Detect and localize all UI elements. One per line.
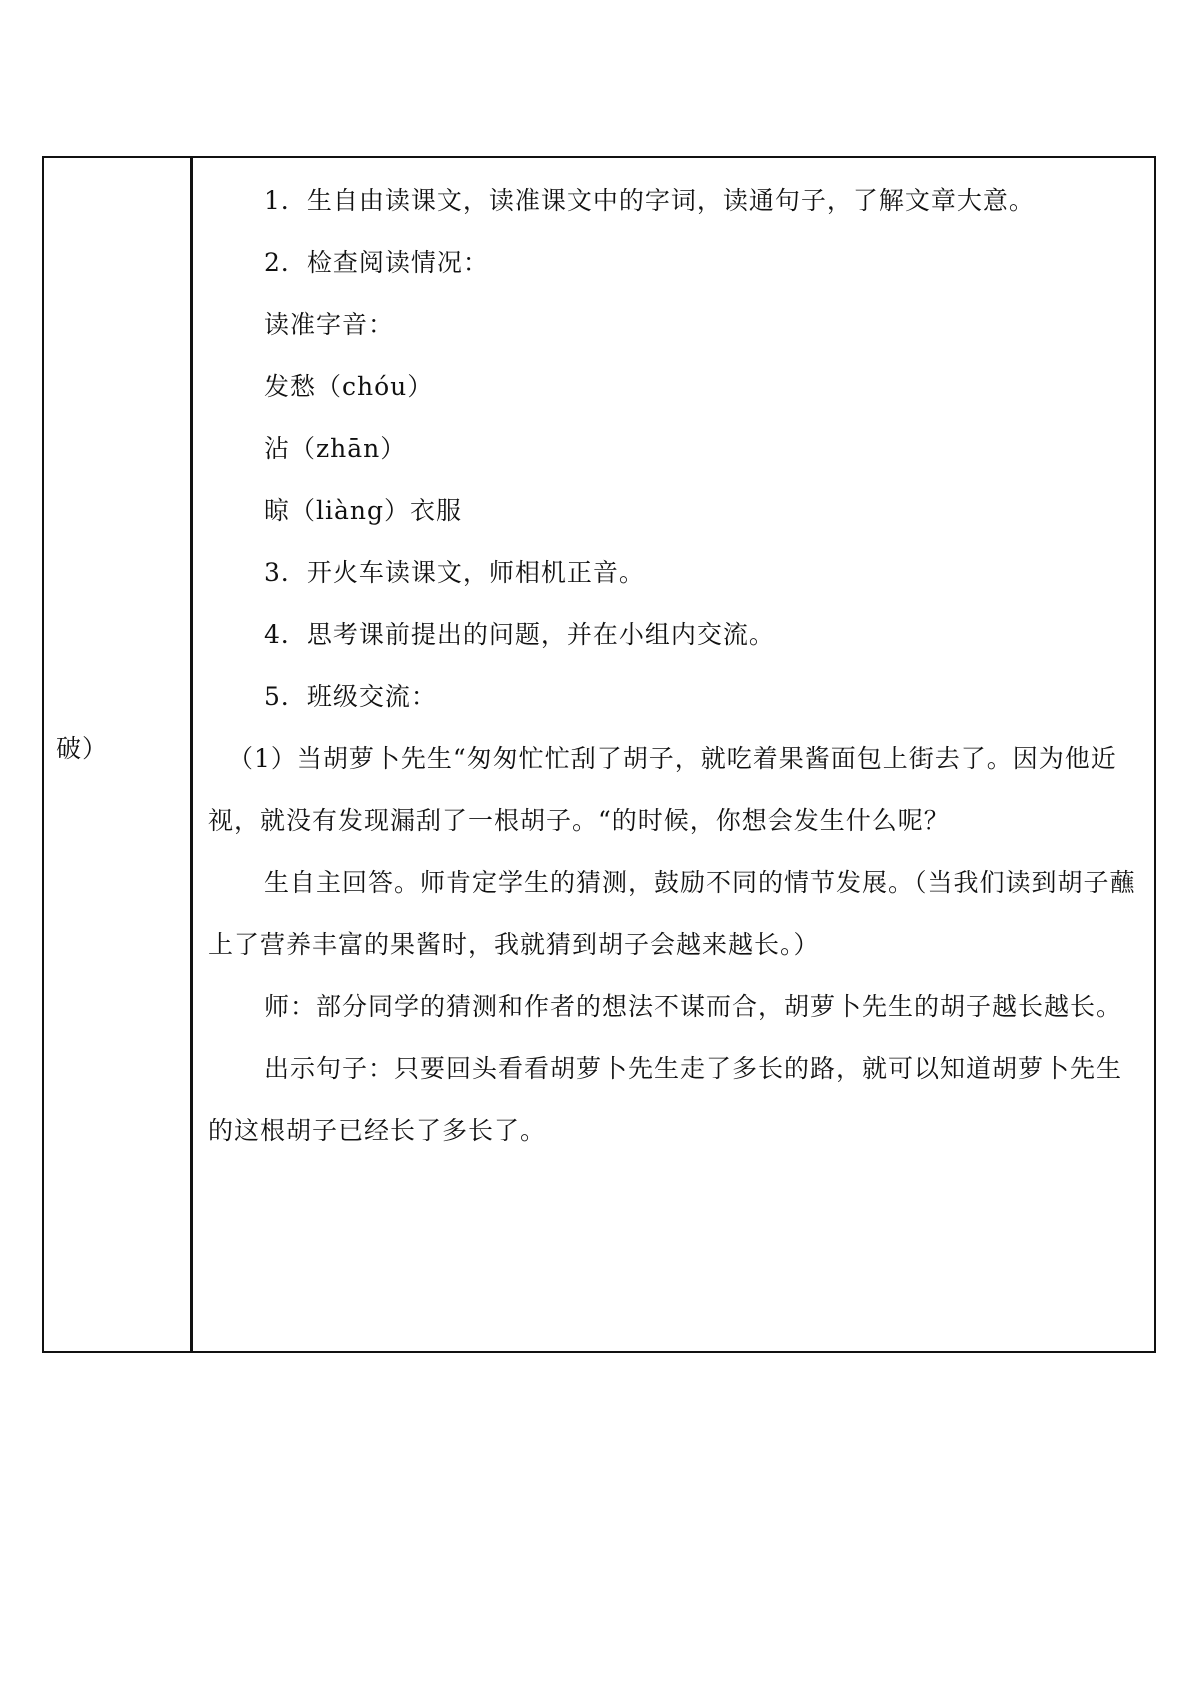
student-answer-paragraph: 生自主回答。师肯定学生的猜测，鼓励不同的情节发展。（当我们读到胡子蘸上了营养丰富的果酱时，我就猜到胡子会越来越长。） <box>208 868 1136 959</box>
table-left-cell <box>44 158 193 1351</box>
example-sentence-paragraph: 出示句子：只要回头看看胡萝卜先生走了多长的路，就可以知道胡萝卜先生的这根胡子已经长了多长了。 <box>208 1054 1123 1145</box>
step-3-text: 3．开火车读课文，师相机正音。 <box>264 558 645 587</box>
discussion-question: （1）当胡萝卜先生“匆匆忙忙刮了胡子，就吃着果酱面包上街去了。因为他近视，就没有发现漏刮了一根胡子。“的时候，你想会发生什么呢？ <box>208 744 1117 835</box>
pronunciation-heading: 读准字音： <box>264 310 395 339</box>
teacher-remark-paragraph: 师：部分同学的猜测和作者的想法不谋而合，胡萝卜先生的胡子越长越长。 <box>264 992 1123 1021</box>
step-1-text: 1．生自由读课文，读准课文中的字词，读通句子，了解文章大意。 <box>264 186 1035 215</box>
lesson-content <box>208 170 1138 1162</box>
left-cell-label: 破） <box>56 734 109 763</box>
step-2-text: 2．检查阅读情况： <box>264 248 489 277</box>
pronunciation-item: 发愁（chóu） <box>264 372 434 401</box>
step-5-text: 5．班级交流： <box>264 682 437 711</box>
pronunciation-item: 晾（liàng）衣服 <box>264 496 463 525</box>
lesson-table <box>42 156 1156 1353</box>
step-4-text: 4．思考课前提出的问题，并在小组内交流。 <box>264 620 775 649</box>
table-right-cell <box>196 158 1154 1351</box>
pronunciation-item: 沾（zhān） <box>264 434 407 463</box>
